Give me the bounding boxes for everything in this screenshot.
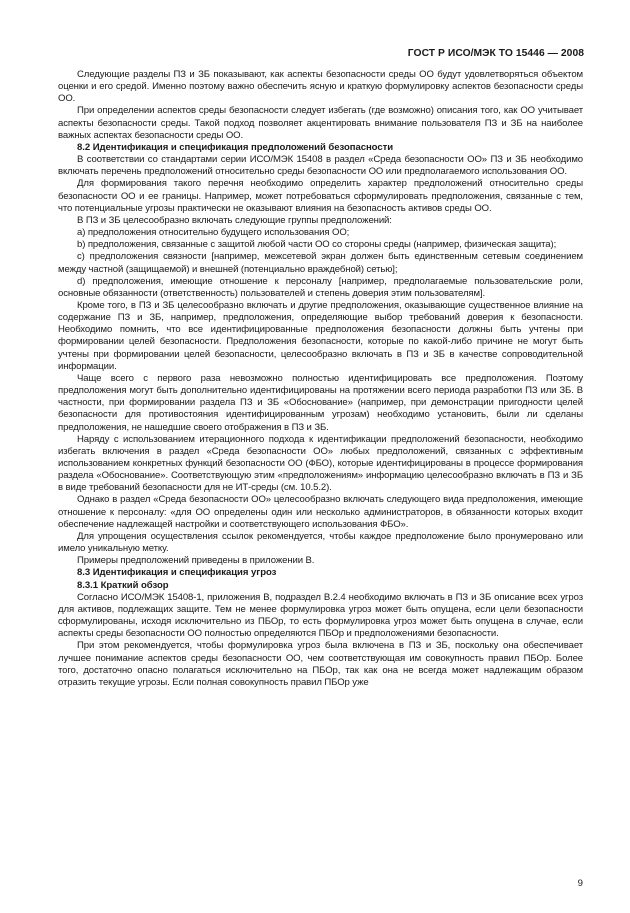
- document-body: [58, 69, 583, 689]
- paragraph: а) предположения относительно будущего использования ОО;: [77, 227, 350, 239]
- paragraph: Согласно ИСО/МЭК 15408-1, приложения В, подраздел В.2.4 необходимо включать в ПЗ и ЗБ описание всех угроз для активов, подлежащих защите. Тем не менее формулировка угроз может быть опущена, если цели безопасности сформулированы, исходя исключительно из ПБОр, то есть формулировка угроз может быть опущена в случае, если аспекты среды безопасности ОО полностью определяются ПБОр и предположениями безопасности.: [58, 591, 583, 640]
- paragraph: Кроме того, в ПЗ и ЗБ целесообразно включать и другие предположения, оказывающие существенное влияние на содержание ПЗ и ЗБ, например, предположения, определяющие выбор требований доверия к безопасности. Необходимо помнить, что все идентифицированные предположения безопасности должны быть учтены при формировании целей безопасности. Предположения безопасности, которые по какой-либо причине не могут быть учтены при формировании целей безопасности, целесообразно включать в ПЗ и ЗБ в качестве сопроводительной информации.: [58, 299, 583, 372]
- paragraph: В соответствии со стандартами серии ИСО/МЭК 15408 в раздел «Среда безопасности ОО» ПЗ и ЗБ необходимо включать перечень предположений относительно среды безопасности ОО или предполагаемого использования ОО.: [58, 154, 583, 178]
- paragraph: d) предположения, имеющие отношение к персоналу [например, предполагаемые пользовательские роли, основные обязанности (ответственность) пользователей и степень доверия этим пользователям].: [58, 275, 583, 299]
- paragraph: Примеры предположений приведены в приложении В.: [77, 555, 315, 567]
- paragraph: b) предположения, связанные с защитой любой части ОО со стороны среды (например, физическая защита);: [77, 239, 557, 251]
- paragraph: Однако в раздел «Среда безопасности ОО» целесообразно включать следующего вида предположения, имеющие отношение к персоналу: «для ОО определены один или несколько администраторов, в обязанности которых входит обеспечение надлежащей настройки и соответствующего использования ФБО».: [58, 494, 583, 530]
- section-heading: 8.2 Идентификация и спецификация предположений безопасности: [77, 141, 394, 153]
- section-heading: 8.3.1 Краткий обзор: [77, 579, 169, 591]
- paragraph: Для упрощения осуществления ссылок рекомендуется, чтобы каждое предположение было пронумеровано или имело уникальную метку.: [58, 530, 583, 555]
- paragraph: с) предположения связности [например, межсетевой экран должен быть единственным сетевым соединением между частной (защищаемой) и внешней (потенциально враждебной) сетью];: [58, 251, 583, 275]
- section-heading: 8.3 Идентификация и спецификация угроз: [77, 567, 277, 579]
- paragraph: Наряду с использованием итерационного подхода к идентификации предположений безопасности, необходимо избегать включения в раздел «Среда безопасности ОО» любых предположений, связанных с эффективным использованием конкретных функций безопасности ОО (ФБО), которые идентифицированы в процессе формирования раздела «Обоснование». Соответствующую этим «предположениям» информацию целесообразно включать в ПЗ и ЗБ в виде требований безопасности для не ИТ-среды (см. 10.5.2).: [58, 433, 583, 494]
- paragraph: Следующие разделы ПЗ и ЗБ показывают, как аспекты безопасности среды ОО будут удовлетворяться объектом оценки и его средой. Именно поэтому важно обеспечить ясную и краткую формулировку аспектов безопасности среды ОО.: [58, 69, 583, 105]
- paragraph: Чаще всего с первого раза невозможно полностью идентифицировать все предположения. Поэтому предположения могут быть дополнительно идентифицированы на протяжении всего периода разработки ПЗ или ЗБ. В частности, при формировании раздела ПЗ и ЗБ «Обоснование» (например, при демонстрации пригодности целей безопасности для противостояния идентифицированным угрозам) необходимо установить, были ли сделаны предположения, не нашедшие своего отображения в ПЗ и ЗБ.: [58, 372, 583, 433]
- paragraph: Для формирования такого перечня необходимо определить характер предположений относительно среды безопасности ОО и ее границы. Например, может потребоваться сформулировать предположения, связанные с тем, что потенциальные угрозы практически не оказывают влияния на безопасность активов среды ОО.: [58, 178, 583, 214]
- page-number: 9: [577, 878, 583, 889]
- paragraph: В ПЗ и ЗБ целесообразно включать следующие группы предположений:: [77, 214, 392, 226]
- paragraph: При этом рекомендуется, чтобы формулировка угроз была включена в ПЗ и ЗБ, поскольку она обеспечивает лучшее понимание аспектов среды безопасности ОО, чем соответствующая им совокупность правил ПБОр. Более того, достаточно опасно полагаться исключительно на ПБОр, так как она не всегда может надлежащим образом отразить текущие угрозы. Если полная совокупность правил ПБОр уже: [58, 640, 583, 688]
- paragraph: При определении аспектов среды безопасности следует избегать (где возможно) описания того, как ОО учитывает аспекты безопасности среды. Такой подход позволяет акцентировать внимание пользователя ПЗ и ЗБ на наиболее важных аспектах безопасности среды ОО.: [58, 105, 583, 141]
- document-header: ГОСТ Р ИСО/МЭК ТО 15446 — 2008: [407, 48, 584, 59]
